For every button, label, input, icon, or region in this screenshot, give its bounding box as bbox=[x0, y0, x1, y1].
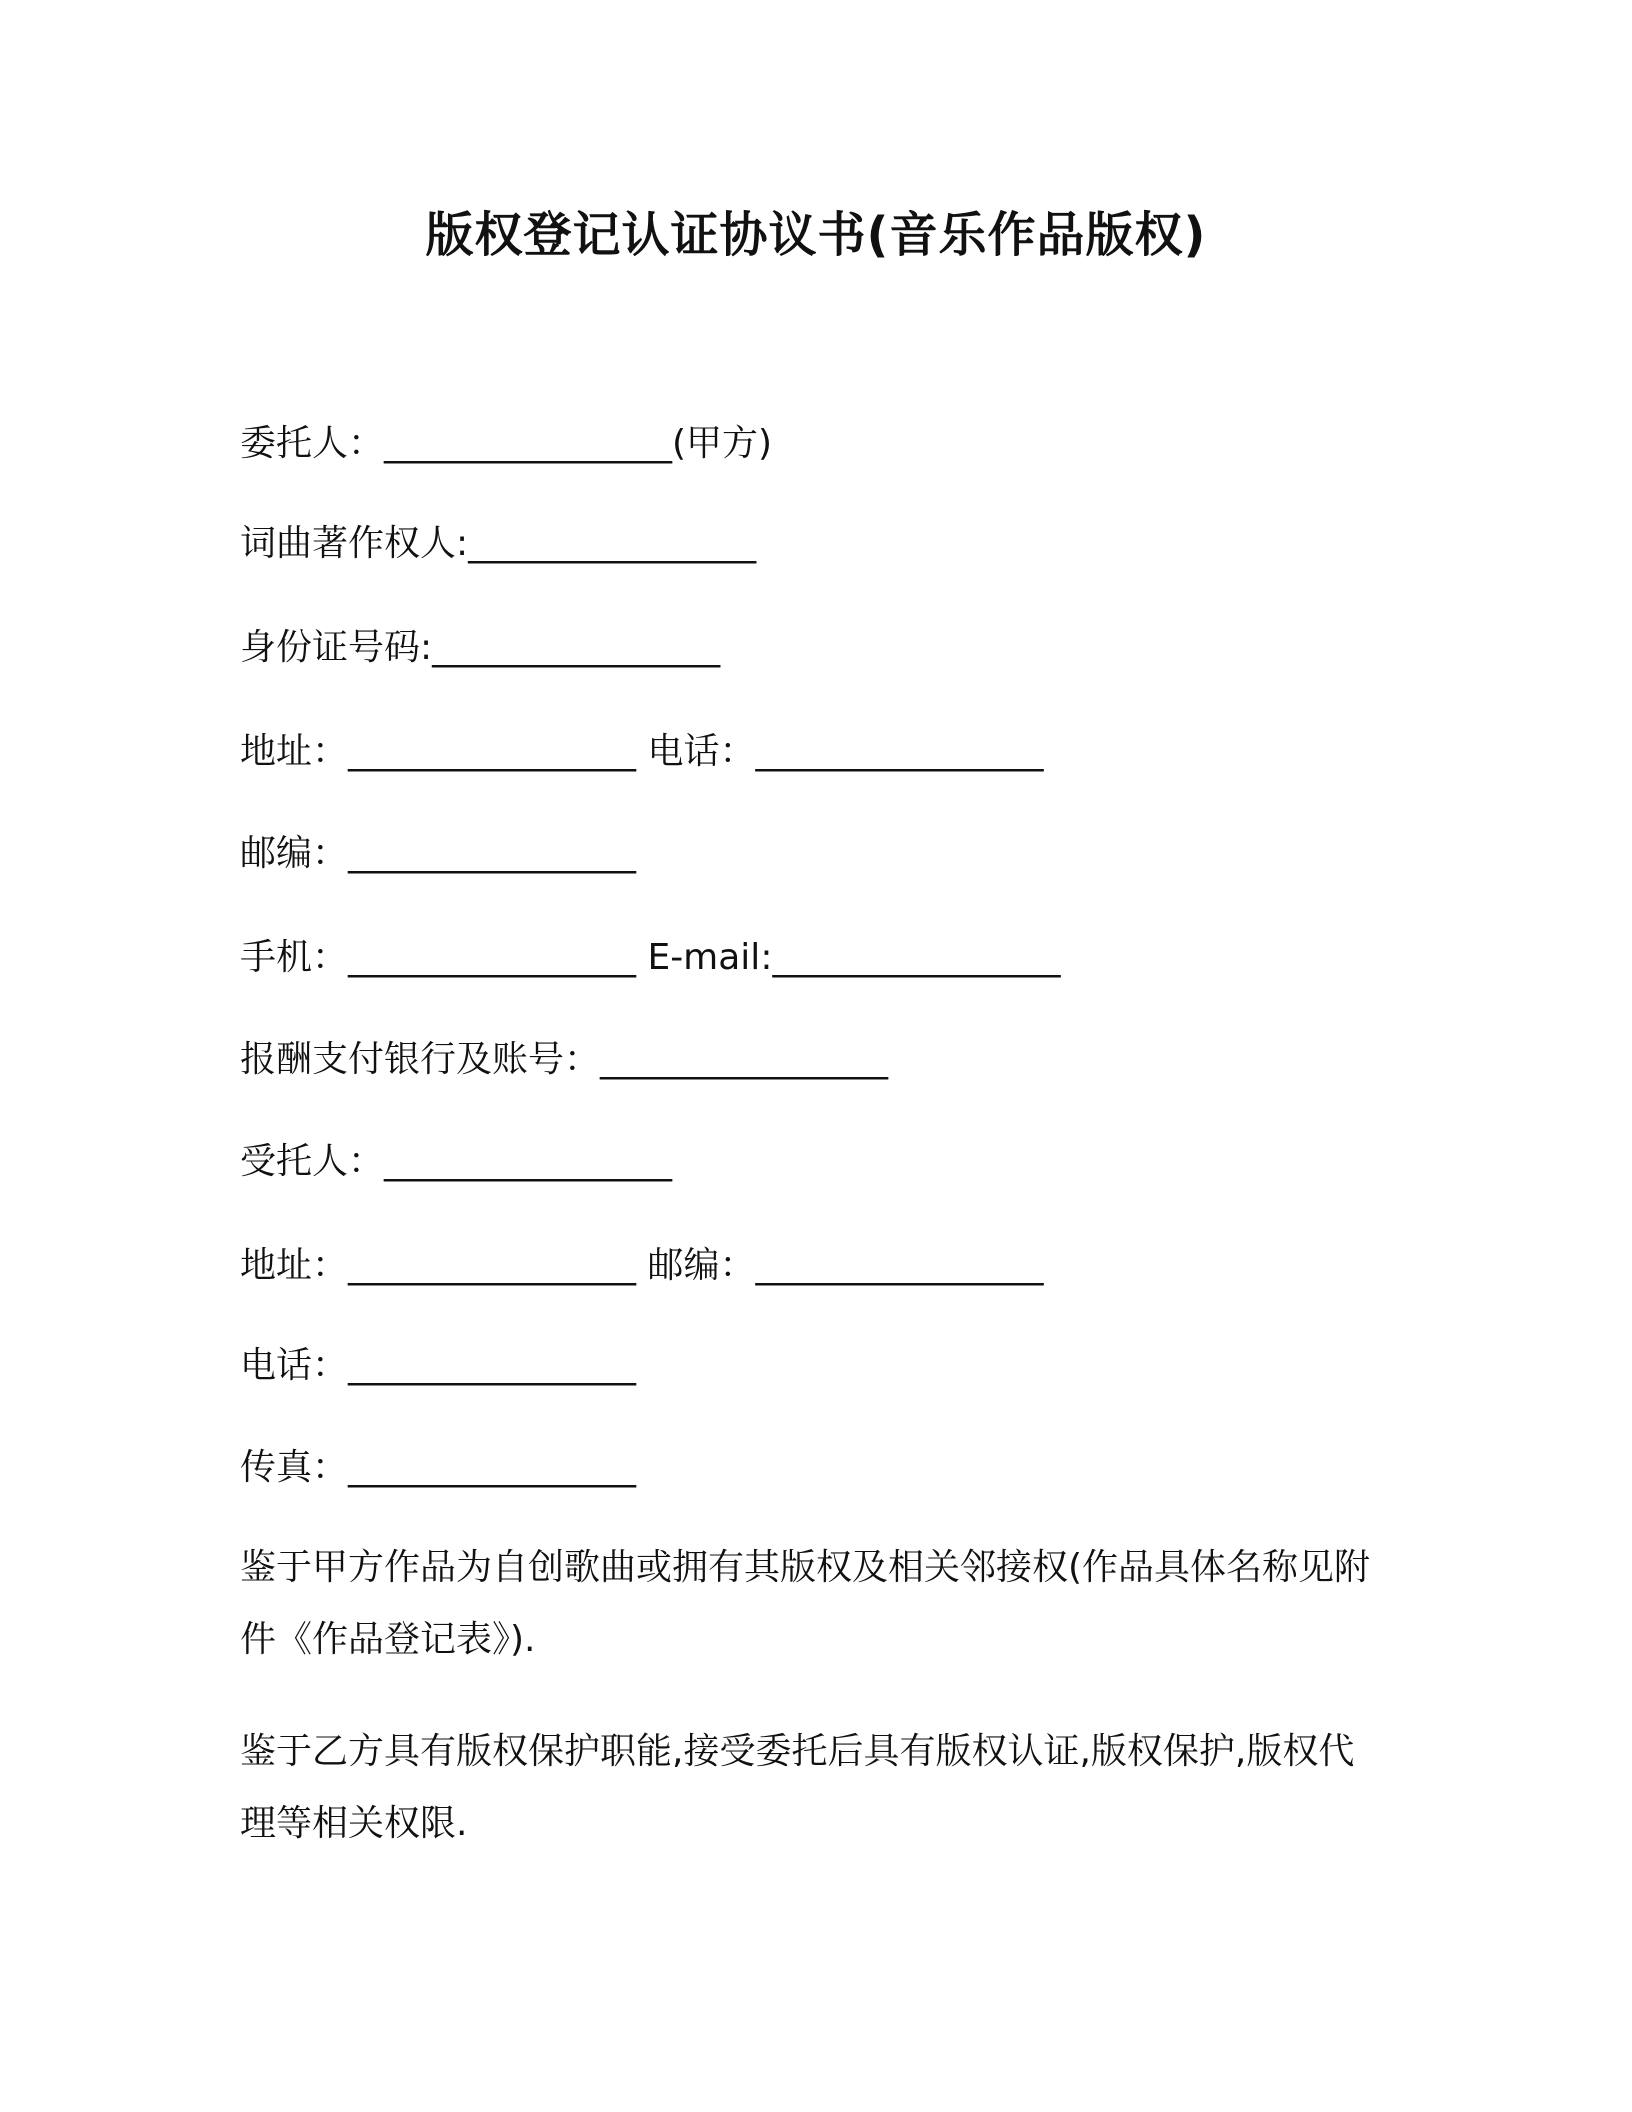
trustee-fax-field: 传真：________________ bbox=[240, 1447, 637, 1488]
bank-account-field: 报酬支付银行及账号：________________ bbox=[240, 1039, 889, 1080]
paragraph-trustee-authority: 鉴于乙方具有版权保护职能,接受委托后具有版权认证,版权保护,版权代理等相关权限. bbox=[240, 1731, 1355, 1844]
document-title: 版权登记认证协议书(音乐作品版权) bbox=[425, 207, 1207, 263]
id-number-field: 身份证号码:________________ bbox=[240, 627, 721, 668]
trustee-field: 受托人：________________ bbox=[240, 1141, 673, 1182]
paragraph-work-description: 鉴于甲方作品为自创歌曲或拥有其版权及相关邻接权(作品具体名称见附件《作品登记表》). bbox=[240, 1547, 1371, 1660]
zip-field: 邮编：________________ bbox=[240, 833, 637, 874]
client-field: 委托人：________________(甲方) bbox=[240, 423, 773, 464]
trustee-phone-field: 电话：________________ bbox=[240, 1345, 637, 1386]
trustee-address-zip-field: 地址：________________ 邮编：________________ bbox=[240, 1245, 1044, 1286]
mobile-email-field: 手机：________________ E-mail:________________ bbox=[240, 937, 1061, 978]
address-phone-field: 地址：________________ 电话：________________ bbox=[240, 731, 1044, 772]
author-field: 词曲著作权人:________________ bbox=[240, 523, 757, 564]
